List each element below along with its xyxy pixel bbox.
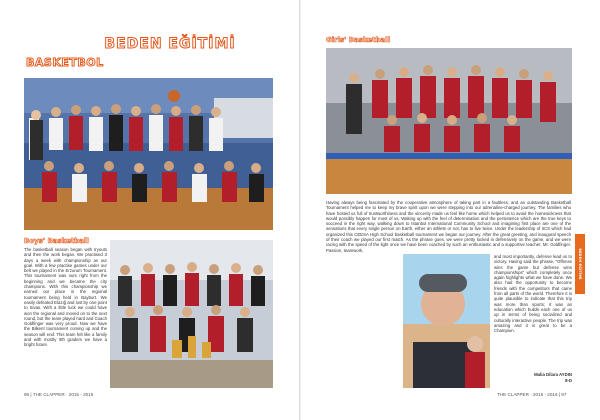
section-title: BEDEN EĞİTİMİ [104,36,236,52]
left-page [0,0,299,420]
coach-selfie-photo [403,254,490,388]
girls-article-text-side: and most importantly, defense lead us to victory. Having said the phrase, “Offense wins the game but defense wins championships” which completely once again highlights what we have done. We also had the opportunity to become friends with the competitors that came from all parts of the world. Therefore it is quite plausible to indicate that this trip was more than sports; it was an education which builds each one of us up in terms of being socialized and culturally interactive people. The trip was amazing and it is great to be a Champion. [494,254,572,334]
girls-team-photo [326,48,572,194]
boys-article-text: The basketball season began with tryouts and then the work began. We practised 3 days a week with championship as our goal. With a few practise games under our belt we played in the Erzurum Tournament. This tournament was ours right from the beginning and we became the city champions. With this championship we earned our place in the regional tournament being held in Bayburt. We easily defeated Elazığ and lost by one point to Sivas. With a little luck we could have won the regional and moved on to the next round, but the team played hard and Coach Goldfinger was very proud. Now we have the Bilkent tournament coming up and the season will end. This team felt like a family and with mostly 9th graders we have a bright future. [24,247,107,348]
signature-class: 8-D [565,377,572,383]
signature-name: Malia Dilara AYDIN [534,372,572,377]
section-side-tab [575,234,585,294]
girls-article-text-top: Having always being fascinated by the cooperative atmosphere of taking part in a faultless, and an outstanding Basketball Tournament helped me to keep my brave spirit upon we were stepping into our adrenaline-charged journey. The families who have hosted us full of trustworthiness and the sincerity made us feel like home which helped us to avoid the homesickness that would possibly happen for most of us. Waking up with the feel of determination and the persistence which are the true keys to succeed in the right way, walking down to Istanbul International Community School and imagining first place are one of the sensations that every single person on Earth, either an athlete or not, has to live twice. Under the leadership of IICS which had organized this CEESA High School basketball tournament we began our journey. After the great greeting, and inaugural speech of their coach we played our first match. As the phrase goes, we were pretty locked in defensively on the game, and we were racing with the speed of the light once we have been coached by such an enthusiastic and a supportive teacher, Mr. Goldfinger. Passion, teamwork, [326,200,571,253]
left-page-footer: 96 | THE CLAPPER · 2015 - 2016 [24,392,94,397]
right-page-footer: THE CLAPPER · 2015 - 2016 | 97 [497,392,567,397]
section-side-tab-label: BEDEN EĞİTİMİ [578,248,582,280]
article-signature [494,372,572,383]
team-photo-main [24,78,273,230]
boys-heading: Boys' Basketball [24,237,89,245]
boys-team-photo [110,240,273,388]
girls-heading: Girls' Basketball [326,36,391,44]
page-subtitle: BASKETBOL [26,56,104,69]
